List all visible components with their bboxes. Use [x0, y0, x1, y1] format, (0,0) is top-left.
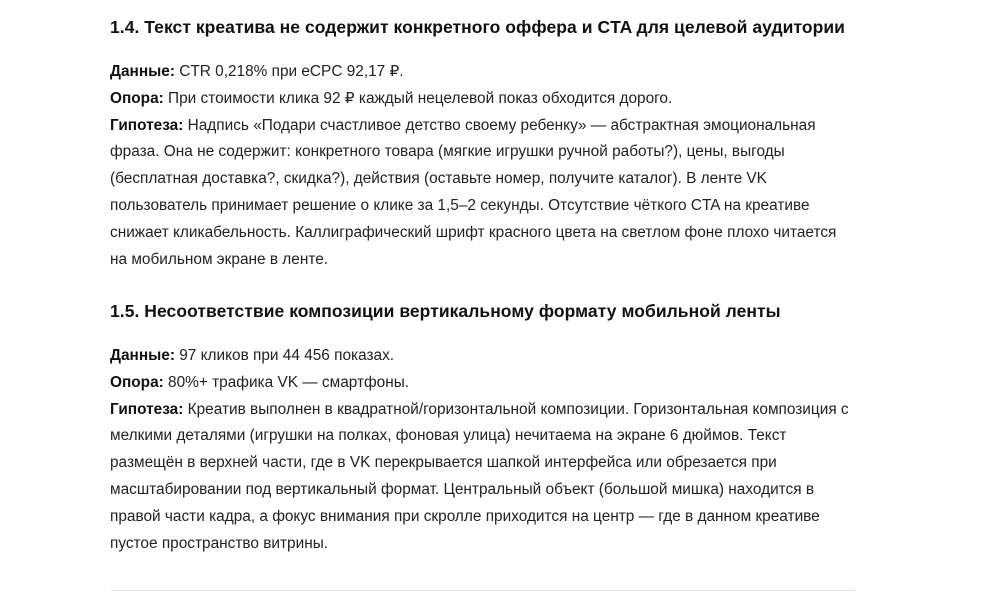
section-heading: 1.5. Несоответствие композиции вертикальному формату мобильной ленты	[110, 301, 781, 321]
basis-text: 80%+ трафика VK — смартфоны.	[163, 373, 410, 391]
basis-label: Опора:	[110, 89, 164, 107]
data-paragraph	[110, 343, 855, 370]
data-text: CTR 0,218% при eCPC 92,17 ₽.	[174, 63, 404, 80]
hypothesis-text: Креатив выполнен в квадратной/горизонтальной композиции. Горизонтальная композиция с мелкими деталями (игрушки на полках, фоновая улица) нечитаема на экране 6 дюймов. Текст размещён в верхней части, где в VK перекрывается шапкой интерфейса или обрезается при масштабировании под вертикальный формат. Центральный объект (большой мишка) находится в правой части кадра, а фокус внимания при скролле приходится на центр — где в данном креативе пустое пространство витрины.	[110, 400, 849, 552]
data-label: Данные:	[110, 63, 175, 80]
hypothesis-label: Гипотеза:	[110, 400, 184, 418]
section-body	[110, 59, 855, 273]
basis-text: При стоимости клика 92 ₽ каждый нецелевой показ обходится дорого.	[163, 89, 673, 107]
basis-paragraph	[110, 86, 855, 113]
section-body	[110, 343, 855, 557]
hypothesis-paragraph	[110, 113, 855, 274]
section-heading: 1.4. Текст креатива не содержит конкретного оффера и CTA для целевой аудитории	[110, 17, 845, 37]
data-label: Данные:	[110, 347, 175, 364]
basis-label: Опора:	[110, 373, 164, 391]
basis-paragraph	[110, 370, 855, 397]
hypothesis-text: Надпись «Подари счастливое детство своему ребенку» — абстрактная эмоциональная фраза. Она не содержит: конкретного товара (мягкие игрушки ручной работы?), цены, выгоды (бесплатная доставка?, скидка?), действия (оставьте номер, получите каталог). В ленте VK пользователь принимает решение о клике за 1,5–2 секунды. Отсутствие чёткого CTA на креативе снижает кликабельность. Каллиграфический шрифт красного цвета на светлом фоне плохо читается на мобильном экране в ленте.	[110, 116, 837, 268]
data-text: 97 кликов при 44 456 показах.	[174, 347, 395, 364]
hypothesis-paragraph	[110, 397, 855, 558]
section-divider	[110, 590, 855, 591]
hypothesis-label: Гипотеза:	[110, 116, 184, 134]
data-paragraph	[110, 59, 855, 86]
